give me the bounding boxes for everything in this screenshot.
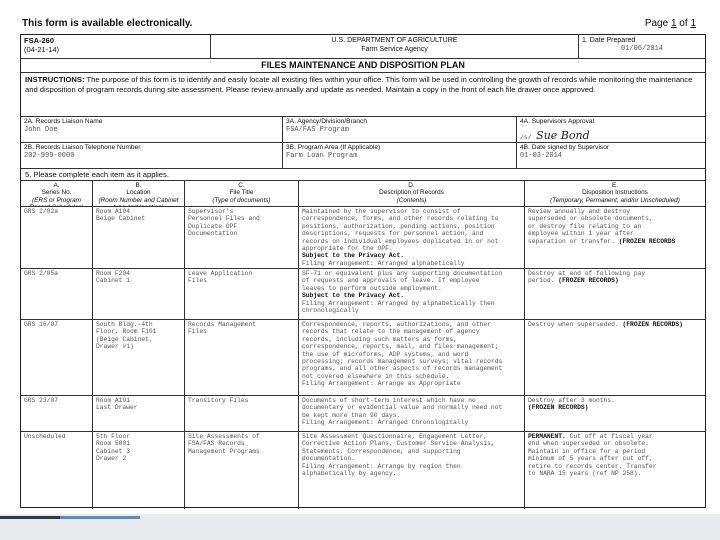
file-title-cell: Transitory Files [185, 396, 299, 431]
agency-division-label: 3A. Agency/Division/Branch [286, 118, 367, 125]
column-header-file-title: C. File Title (Type of documents) [185, 181, 299, 206]
description-cell: Documents of short-term interest which have no documentary or evidential value and normally need not be kept more than 90 days. Filing Arrangement: Arranged Chronologically [299, 396, 525, 431]
date-signed-field[interactable]: 01-03-2014 [520, 152, 563, 160]
liaison-phone-field[interactable]: 202-999-0000 [24, 152, 75, 160]
series-cell: GRS 23/07 [21, 396, 93, 431]
location-cell: 5th Floor Room 5001 Cabinet 3 Drawer 2 [93, 432, 185, 509]
table-row[interactable] [21, 269, 705, 320]
agency-name: Farm Service Agency [361, 46, 428, 53]
department-name: U.S. DEPARTMENT OF AGRICULTURE [331, 37, 458, 44]
location-cell: Room F204 Cabinet 1 [93, 269, 185, 319]
page-indicator: Page 1 of 1 [644, 18, 696, 29]
program-area-field[interactable]: Farm Loan Program [286, 152, 358, 160]
slide-footer-band [0, 514, 720, 540]
form-page [12, 12, 712, 512]
supervisor-approval-label: 4A. Supervisors Approval [520, 118, 595, 125]
topline [22, 18, 696, 34]
column-header-description: D. Description of Records (Contents) [299, 181, 525, 206]
description-cell: SF-71 or equivalent plus any supporting documentation of requests and approvals of leave. If employee leaves to perform outside employment. Subject to the Privacy Act. Filing Arrangement: Arranged by alphabetically then chronologically [299, 269, 525, 319]
file-title-cell: Records Management Files [185, 320, 299, 395]
series-cell: GRS 16/07 [21, 320, 93, 395]
instructions-text: The purpose of this form is to identify and easily locate all existing files within your office. This form will be used in controlling the growth of records while monitoring the maintenance and disposition of program records during site assessment. Please review annually and update as needed. Maintain a copy in the front of each file drawer once approved. [25, 75, 693, 94]
program-area-label: 3B. Program Area (If Applicable) [286, 144, 381, 151]
series-cell: Unscheduled [21, 432, 93, 509]
table-row[interactable] [21, 396, 705, 432]
fields-row-b [21, 143, 705, 169]
disposition-cell: Destroy when superseded. (FROZEN RECORDS) [528, 321, 683, 328]
form-revision-date: (04-21-14) [24, 45, 60, 54]
fields-row-a [21, 117, 705, 143]
disposition-cell: Review annually and destroy superseded or obsolete documents, or destroy file relating to an employee within 1 year after separation or transfer. (FROZEN RECORDS [528, 208, 676, 245]
liaison-name-label: 2A. Records Liaison Name [24, 118, 103, 125]
supervisor-signature-field[interactable]: /s/ Sue Bond [520, 129, 590, 142]
column-header-disposition: E. Disposition Instructions (Temporary, Permanent, and/or Unscheduled) [550, 182, 680, 204]
date-prepared-label: 1. Date Prepared [582, 37, 636, 44]
disposition-cell: PERMANENT. Cut off at fiscal year end when superseded or obsolete. Maintain in office for a period minimum of 5 years after cut off, retire to records center. Transfer to NARA 15 years (ref NP 258). [528, 433, 657, 478]
column-header-row [21, 181, 705, 207]
footer-stripe [60, 516, 140, 519]
agency-division-field[interactable]: FSA/FAS Program [286, 126, 350, 134]
liaison-phone-label: 2B. Records Liaison Telephone Number [24, 144, 141, 151]
section-5-instruction: 5. Please complete each item as it applies. [25, 170, 169, 179]
table-row[interactable] [21, 320, 705, 396]
instructions-label: INSTRUCTIONS: [25, 75, 85, 84]
form-title: FILES MAINTENANCE AND DISPOSITION PLAN [261, 60, 465, 70]
file-title-cell: Leave Application Files [185, 269, 299, 319]
form-header-row [21, 35, 705, 59]
supervisor-signature: Sue Bond [536, 129, 590, 142]
series-cell: GRS 2/02a [21, 207, 93, 268]
series-cell: GRS 2/05a [21, 269, 93, 319]
disposition-cell: Destroy after 3 months. (FROZEN RECORDS) [528, 397, 615, 412]
section-5-row [21, 169, 705, 181]
file-title-cell: Supervisor's Personnel Files and Duplicate OPF Documentation [185, 207, 299, 268]
file-title-cell: Site Assessments of FSA/FAS Records Management Programs [185, 432, 299, 509]
description-cell: Site Assessment Questionnaire, Engagement Letter, Corrective Action Plans, Customer Service Analysis, Statements, Correspondence, and supporting documentation. Filing Arrangement: Arrange by region then alphabetically by agency. [299, 432, 525, 509]
form-body [20, 34, 706, 508]
description-cell: Maintained by the supervisor to consist of correspondence, forms, and other records relating to positions, authorization, pending actions, position descriptions, requests for personnel action, and records on individual employees duplicated in or not appropriate for the OPF. Subject to the Privacy Act. Filing Arrangement: Arranged alphabetically [299, 207, 525, 268]
liaison-name-field[interactable]: John Doe [24, 126, 58, 134]
location-cell: Room A104 Beige Cabinet [93, 207, 185, 268]
date-signed-label: 4B. Date signed by Supervisor [520, 144, 610, 151]
availability-note: This form is available electronically. [22, 18, 193, 29]
disposition-cell: Destroy at end of following pay period. (FROZEN RECORDS) [528, 270, 646, 285]
column-header-location: B. Location (Room Number and Cabinet [93, 181, 185, 206]
instructions [21, 73, 705, 96]
table-row[interactable] [21, 207, 705, 269]
column-header-series: A. Series No. (ERS or Program [21, 181, 93, 206]
footer-stripe [0, 516, 60, 519]
location-cell: Room A101 Last Drawer [93, 396, 185, 431]
title-row [21, 59, 705, 73]
description-cell: Correspondence, reports, authorizations, and other records that relate to the management of agency records, including such matters as forms, correspondence, reports, mail, and files management; the use of microforms, ADP systems, and word processing; records management surveys; vital records programs, and all other aspects of records management not covered elsewhere in this schedule. Filing Arrangement: Arrange as Appropriate [299, 320, 525, 395]
date-prepared-value[interactable]: 01/06/2014 [620, 45, 663, 53]
table-row[interactable] [21, 432, 705, 509]
form-number: FSA-260 [24, 36, 55, 45]
location-cell: South Bldg.-4th Floor, Room F101 (Beige Cabinet, Drawer #1) [93, 320, 185, 395]
instructions-row [21, 73, 705, 117]
